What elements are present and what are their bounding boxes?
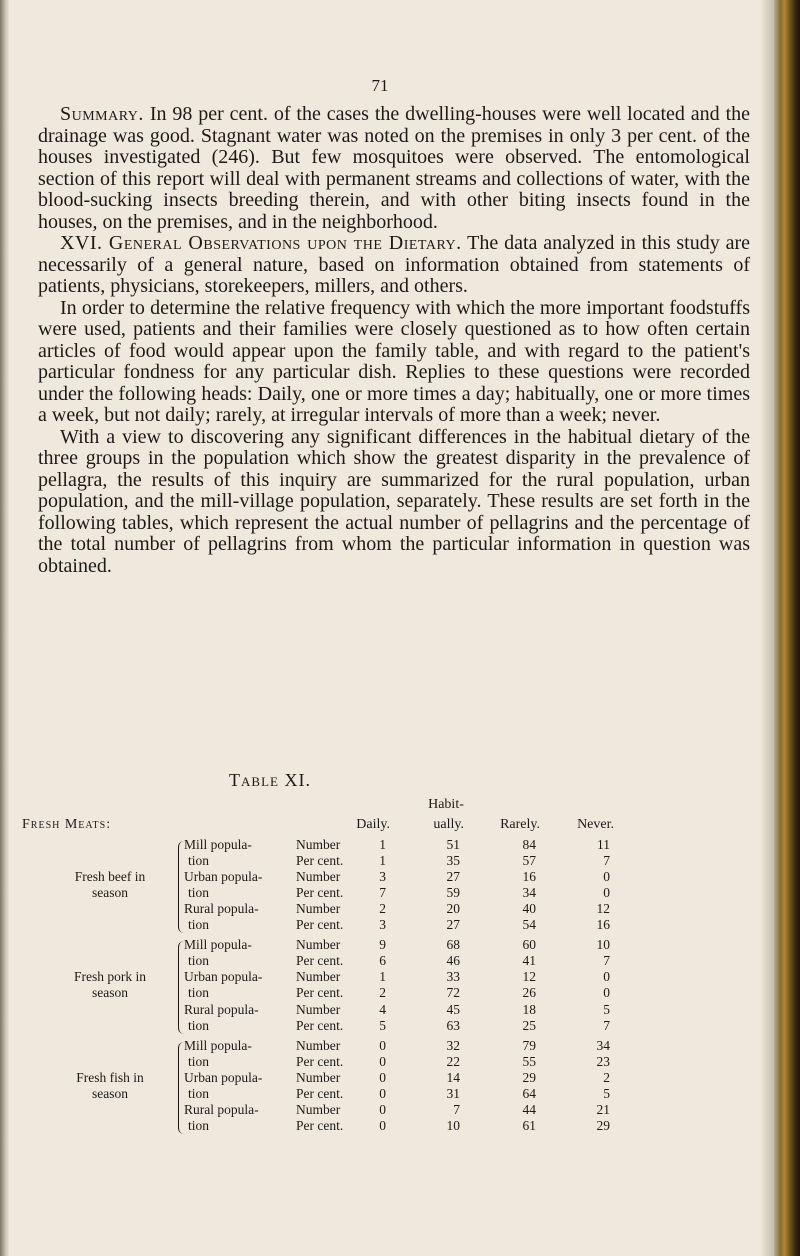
population-label: Rural popula- [184, 1001, 259, 1017]
paragraph-lead: Summary. [60, 103, 144, 125]
table-value: 61 [522, 1117, 536, 1133]
table-value: 3 [379, 917, 386, 933]
table-value: 16 [596, 917, 610, 933]
table-value: 1 [379, 853, 386, 869]
population-label: Urban popula- [184, 969, 263, 985]
table-value: 44 [522, 1101, 536, 1117]
table-value: 20 [446, 901, 460, 917]
table-value: 29 [522, 1069, 536, 1085]
table-value: 7 [603, 953, 610, 969]
table-value: 12 [522, 969, 536, 985]
table-value: 45 [446, 1001, 460, 1017]
table-value: 2 [379, 985, 386, 1001]
measure-label: Number [296, 837, 341, 852]
table-value: 41 [522, 953, 536, 969]
table-value: 0 [379, 1069, 386, 1085]
food-label-season: season [92, 885, 128, 901]
table-value: 64 [522, 1085, 536, 1101]
measure-label: Per cent. [296, 1017, 344, 1033]
table-value: 0 [603, 969, 610, 985]
food-label: Fresh pork in [74, 969, 146, 985]
column-header: Daily. [356, 817, 390, 832]
table-value: 68 [446, 937, 460, 953]
population-label: Rural popula- [184, 1101, 259, 1117]
paragraph-text: With a view to discovering any significant differences in the habitual dietary of the three groups in the population which show the greatest disparity in the prevalence of pellagra, the results of this inquiry are summarized for the rural population, urban population, and the mill-village population, separately. These results are set forth in the following tables, which represent the actual number of pellagrins and the percentage of the total number of pellagrins from whom the particular information in question was obtained. [38, 425, 750, 577]
population-label: tion [188, 1053, 210, 1069]
column-header-habit: Habit- [428, 797, 464, 812]
table-value: 12 [596, 901, 610, 917]
table-value: 31 [446, 1085, 460, 1101]
table-value: 11 [597, 837, 610, 852]
population-label: Mill popula- [184, 837, 252, 852]
food-label: Fresh beef in [74, 869, 146, 885]
table-value: 35 [446, 853, 460, 869]
paragraph-text: In 98 per cent. of the cases the dwelling-houses were well located and the drainage was good. Stagnant water was noted on the premises in only 3 per cent. of the houses investigated (246). But few mosquitoes were observed. The entomological section of this report will deal with permanent streams and collections of water, with the blood-sucking insects breeding therein, and with other biting insects found in the houses, on the premises, and in the neighborhood. [38, 103, 751, 233]
table-value: 7 [603, 853, 610, 869]
measure-label: Per cent. [296, 953, 344, 969]
table-value: 0 [379, 1037, 386, 1053]
table-value: 34 [596, 1037, 610, 1053]
column-header: Rarely. [500, 817, 540, 832]
section-heading: XVI. General Observations upon the Dietary. [60, 232, 462, 254]
measure-label: Number [296, 901, 341, 917]
table-value: 84 [522, 837, 536, 852]
population-label: tion [188, 885, 210, 901]
table-value: 2 [379, 901, 386, 917]
table-value: 63 [446, 1017, 460, 1033]
table-value: 60 [522, 937, 536, 953]
table-value: 0 [603, 885, 610, 901]
table-value: 27 [446, 917, 460, 933]
population-label: Urban popula- [184, 869, 263, 885]
table-value: 33 [446, 969, 460, 985]
measure-label: Number [296, 1037, 341, 1053]
table-value: 54 [522, 917, 536, 933]
table-value: 26 [522, 985, 536, 1001]
paragraph-text: The data analyzed in this study are necessarily of a general nature, based on information obtained from statements of patients, physicians, storekeepers, millers, and others. [38, 232, 750, 297]
table-value: 46 [446, 953, 460, 969]
measure-label: Per cent. [296, 1053, 344, 1069]
measure-label: Number [296, 937, 341, 953]
table-value: 29 [596, 1117, 610, 1133]
population-label: tion [188, 985, 210, 1001]
measure-label: Per cent. [296, 985, 344, 1001]
table-value: 40 [522, 901, 536, 917]
measure-label: Per cent. [296, 917, 344, 933]
table-value: 16 [522, 869, 536, 885]
measure-label: Number [296, 1001, 341, 1017]
measure-label: Per cent. [296, 1085, 344, 1101]
table-value: 1 [379, 969, 386, 985]
table-value: 5 [603, 1085, 610, 1101]
table-value: 5 [379, 1017, 386, 1033]
food-label-season: season [92, 1085, 128, 1101]
population-label: tion [188, 853, 210, 869]
table-value: 14 [446, 1069, 460, 1085]
table-value: 25 [522, 1017, 536, 1033]
table-value: 0 [379, 1053, 386, 1069]
table-value: 4 [379, 1001, 386, 1017]
table-value: 10 [446, 1117, 460, 1133]
population-label: tion [188, 1017, 210, 1033]
food-label: Fresh fish in [76, 1069, 144, 1085]
table-value: 22 [446, 1053, 460, 1069]
table-value: 0 [603, 985, 610, 1001]
table-value: 21 [596, 1101, 610, 1117]
column-header: ually. [433, 817, 464, 832]
table-value: 7 [379, 885, 386, 901]
table-value: 10 [596, 937, 610, 953]
population-label: Urban popula- [184, 1069, 263, 1085]
table-value: 3 [379, 869, 386, 885]
table-value: 0 [379, 1101, 386, 1117]
group-brace [178, 1042, 186, 1134]
food-label-season: season [92, 985, 128, 1001]
table-value: 55 [522, 1053, 536, 1069]
population-label: Mill popula- [184, 937, 252, 953]
population-label: Rural popula- [184, 901, 259, 917]
group-brace [178, 941, 186, 1033]
population-label: tion [188, 953, 210, 969]
group-brace [178, 841, 186, 933]
table-value: 5 [603, 1001, 610, 1017]
table-value: 27 [446, 869, 460, 885]
measure-label: Number [296, 1101, 341, 1117]
table-value: 0 [379, 1117, 386, 1133]
table-value: 2 [603, 1069, 610, 1085]
table-value: 7 [603, 1017, 610, 1033]
table-title: Table XI. [229, 770, 311, 790]
table-value: 1 [379, 837, 386, 852]
table-value: 0 [379, 1085, 386, 1101]
column-header: Never. [577, 817, 614, 832]
table-value: 72 [446, 985, 460, 1001]
table-value: 7 [453, 1101, 460, 1117]
table-value: 0 [603, 869, 610, 885]
paragraph-text: In order to determine the relative frequency with which the more important foodstuffs were used, patients and their families were closely questioned as to how often certain articles of food would appear upon the family table, and with regard to the patient's particular fondness for any particular dish. Replies to these questions were recorded under the following heads: Daily, one or more times a day; habitually, one or more times a week, but not daily; rarely, at irregular intervals of more than a week; never. [38, 296, 750, 426]
measure-label: Per cent. [296, 1117, 344, 1133]
measure-label: Per cent. [296, 853, 344, 869]
table-value: 9 [379, 937, 386, 953]
measure-label: Number [296, 869, 341, 885]
table-value: 59 [446, 885, 460, 901]
section-label: Fresh Meats: [22, 817, 112, 832]
table-value: 6 [379, 953, 386, 969]
table-value: 79 [522, 1037, 536, 1053]
population-label: tion [188, 1117, 210, 1133]
population-label: tion [188, 917, 210, 933]
table-value: 32 [446, 1037, 460, 1053]
table-value: 18 [522, 1001, 536, 1017]
table-value: 51 [446, 837, 460, 852]
population-label: tion [188, 1085, 210, 1101]
table-value: 34 [522, 885, 536, 901]
table-value: 57 [522, 853, 536, 869]
measure-label: Number [296, 1069, 341, 1085]
population-label: Mill popula- [184, 1037, 252, 1053]
measure-label: Per cent. [296, 885, 344, 901]
page-number: 71 [371, 76, 389, 95]
measure-label: Number [296, 969, 341, 985]
table-value: 23 [596, 1053, 610, 1069]
